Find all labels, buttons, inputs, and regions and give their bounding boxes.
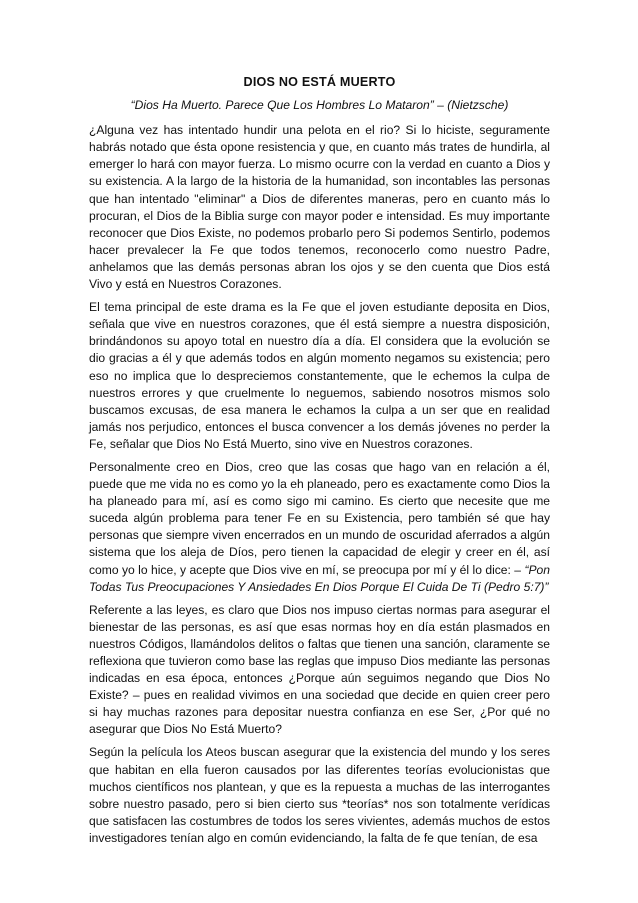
paragraph-2: El tema principal de este drama es la Fe que el joven estudiante deposita en Dios, señala que vive en nuestros corazones, que él está siempre a nuestra disposición, brindándonos su apoyo total en nuestro día a día. El considera que la evolución se dio gracias a él y que además todos en algún momento negamos su existencia; pero eso no implica que lo despreciemos constantemente, que le echemos la culpa de nuestros errores y que cruelmente lo neguemos, sabiendo nosotros mismos solo buscamos excusas, de esa manera le echamos la culpa a un ser que en realidad jamás nos perjudico, entonces el busca convencer a los demás jóvenes no perder la Fe, señalar que Dios No Está Muerto, sino vive en Nuestros corazones. [89, 300, 550, 451]
paragraph-3 [89, 459, 550, 596]
paragraph-4: Referente a las leyes, es claro que Dios nos impuso ciertas normas para asegurar el bienestar de las personas, es así que esas normas hoy en día están plasmados en nuestros Códigos, llamándolos delitos o faltas que tienen una sanción, claramente se reflexiona que tuvieron como base las reglas que impuso Dios mediante las personas indicadas en esa época, entonces ¿Porque aún seguimos negando que Dios No Existe? – pues en realidad vivimos en una sociedad que decide en quien creer pero si hay muchas razones para depositar nuestra confianza en ese Ser, ¿Por qué no asegurar que Dios No Está Muerto? [89, 602, 550, 737]
bible-quote: “Pon Todas Tus Preocupaciones Y Ansiedades En Dios Porque El Cuida De Ti (Pedro 5:7)” [89, 562, 550, 594]
document-page [89, 74, 550, 853]
paragraph-5: Según la película los Ateos buscan asegurar que la existencia del mundo y los seres que habitan en ella fueron causados por las diferentes teorías evolucionistas que muchos científicos nos plantean, y que es la repuesta a muchas de las interrogantes sobre nuestro pasado, pero si bien cierto sus *teorías* nos son totalmente verídicas que satisfacen las costumbres de todos los seres vivientes, además muchos de estos investigadores tenían algo en común evidenciando, la falta de fe que tenían, de esa [89, 745, 550, 845]
epigraph-quote: “Dios Ha Muerto. Parece Que Los Hombres Lo Mataron” – (Nietzsche) [130, 98, 509, 113]
document-title: DIOS NO ESTÁ MUERTO [243, 75, 396, 89]
paragraph-1: ¿Alguna vez has intentado hundir una pelota en el rio? Si lo hiciste, seguramente habrás notado que ésta opone resistencia y que, en cuanto más trates de hundirla, al emerger lo hará con mayor fuerza. Lo mismo ocurre con la verdad en cuanto a Dios y su existencia. A la largo de la historia de la humanidad, son incontables las personas que han intentado "eliminar" a Dios de diferentes maneras, pero en cuanto más lo procuran, el Dios de la Biblia surge con mayor poder e intensidad. Es muy importante reconocer que Dios Existe, no podemos probarlo pero Si podemos Sentirlo, podemos hacer prevalecer la Fe que todos tenemos, reconocerlo como nuestro Padre, anhelamos que las demás personas abran los ojos y se den cuenta que Dios está Vivo y está en Nuestros Corazones. [89, 123, 550, 292]
paragraph-3-text: Personalmente creo en Dios, creo que las cosas que hago van en relación a él, puede que me vida no es como yo la eh planeado, pero es exactamente como Dios la ha planeado para mí, así es como sigo mi camino. Es cierto que necesite que me suceda algún problema para tener Fe en su Existencia, pero también sé que hay personas que siempre viven encerrados en un mundo de oscuridad aferrados a algún sistema que los aleja de Díos, pero tienen la capacidad de elegir y creer en él, así como yo lo hice, y acepte que Dios vive en mí, se preocupa por mí y él lo dice: – [89, 459, 550, 577]
